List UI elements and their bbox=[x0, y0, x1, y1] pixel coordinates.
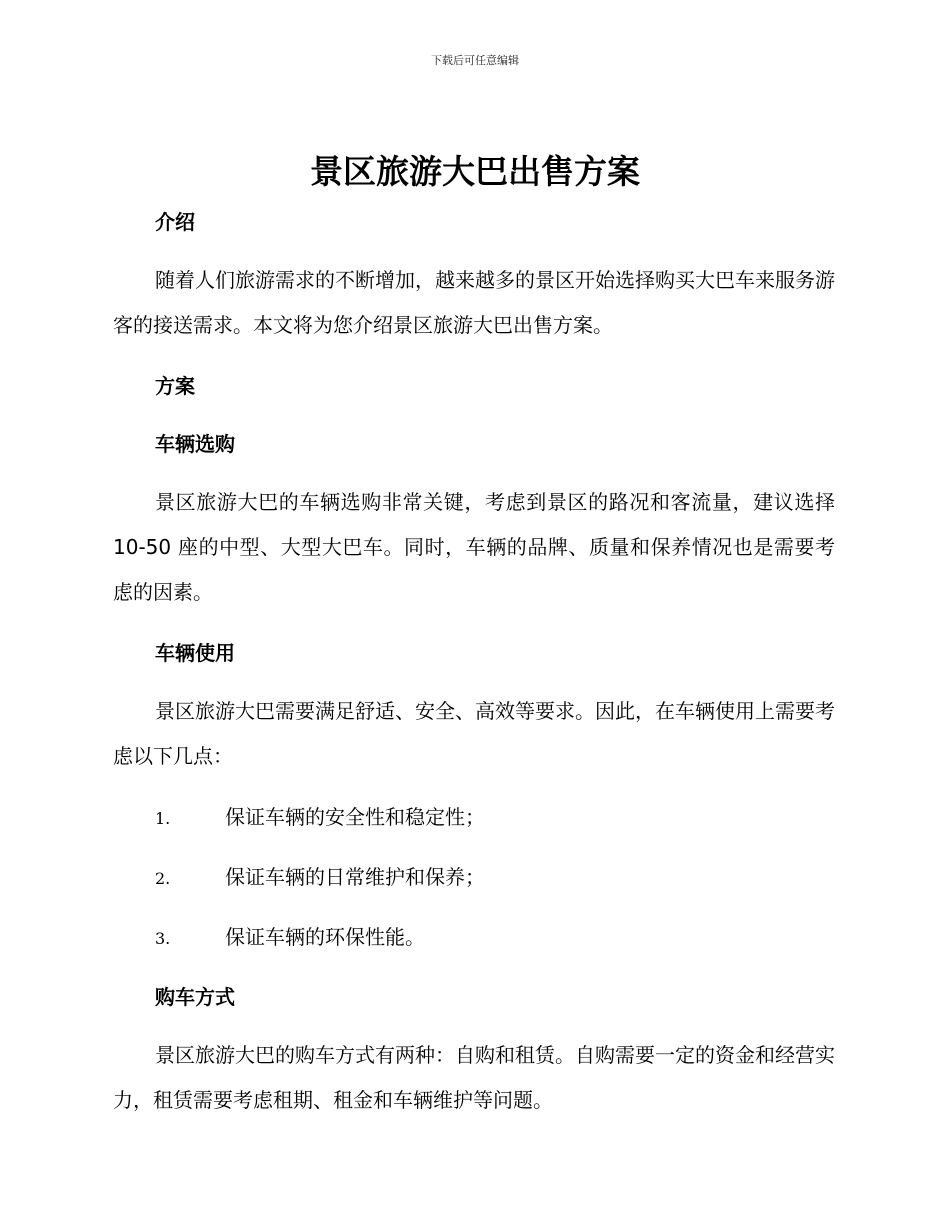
document-body bbox=[113, 200, 835, 1123]
usage-paragraph: 景区旅游大巴需要满足舒适、安全、高效等要求。因此，在车辆使用上需要考虑以下几点： bbox=[113, 699, 835, 768]
method-paragraph: 景区旅游大巴的购车方式有两种：自购和租赁。自购需要一定的资金和经营实力，租赁需要考虑租期、租金和车辆维护等问题。 bbox=[113, 1043, 835, 1112]
list-item-text: 保证车辆的日常维护和保养； bbox=[225, 865, 485, 889]
list-item-text: 保证车辆的环保性能。 bbox=[225, 925, 425, 949]
list-item-text: 保证车辆的安全性和稳定性； bbox=[225, 805, 485, 829]
list-item-number: 2. bbox=[155, 869, 171, 888]
list-item bbox=[113, 861, 835, 895]
list-item-number: 1. bbox=[155, 809, 171, 828]
intro-heading: 介绍 bbox=[155, 210, 195, 234]
page-header-note: 下载后可任意编辑 bbox=[431, 54, 519, 67]
intro-paragraph: 随着人们旅游需求的不断增加，越来越多的景区开始选择购买大巴车来服务游客的接送需求。本文将为您介绍景区旅游大巴出售方案。 bbox=[113, 268, 835, 337]
list-item-number: 3. bbox=[155, 929, 171, 948]
document-title: 景区旅游大巴出售方案 bbox=[310, 152, 640, 191]
purchase-paragraph: 景区旅游大巴的车辆选购非常关键，考虑到景区的路况和客流量，建议选择 10-50 座的中型、大型大巴车。同时，车辆的品牌、质量和保养情况也是需要考虑的因素。 bbox=[113, 490, 835, 604]
usage-heading: 车辆使用 bbox=[155, 641, 235, 665]
plan-heading: 方案 bbox=[155, 374, 195, 398]
list-item bbox=[113, 801, 835, 835]
method-heading: 购车方式 bbox=[155, 985, 235, 1009]
purchase-heading: 车辆选购 bbox=[155, 432, 235, 456]
list-item bbox=[113, 921, 835, 955]
